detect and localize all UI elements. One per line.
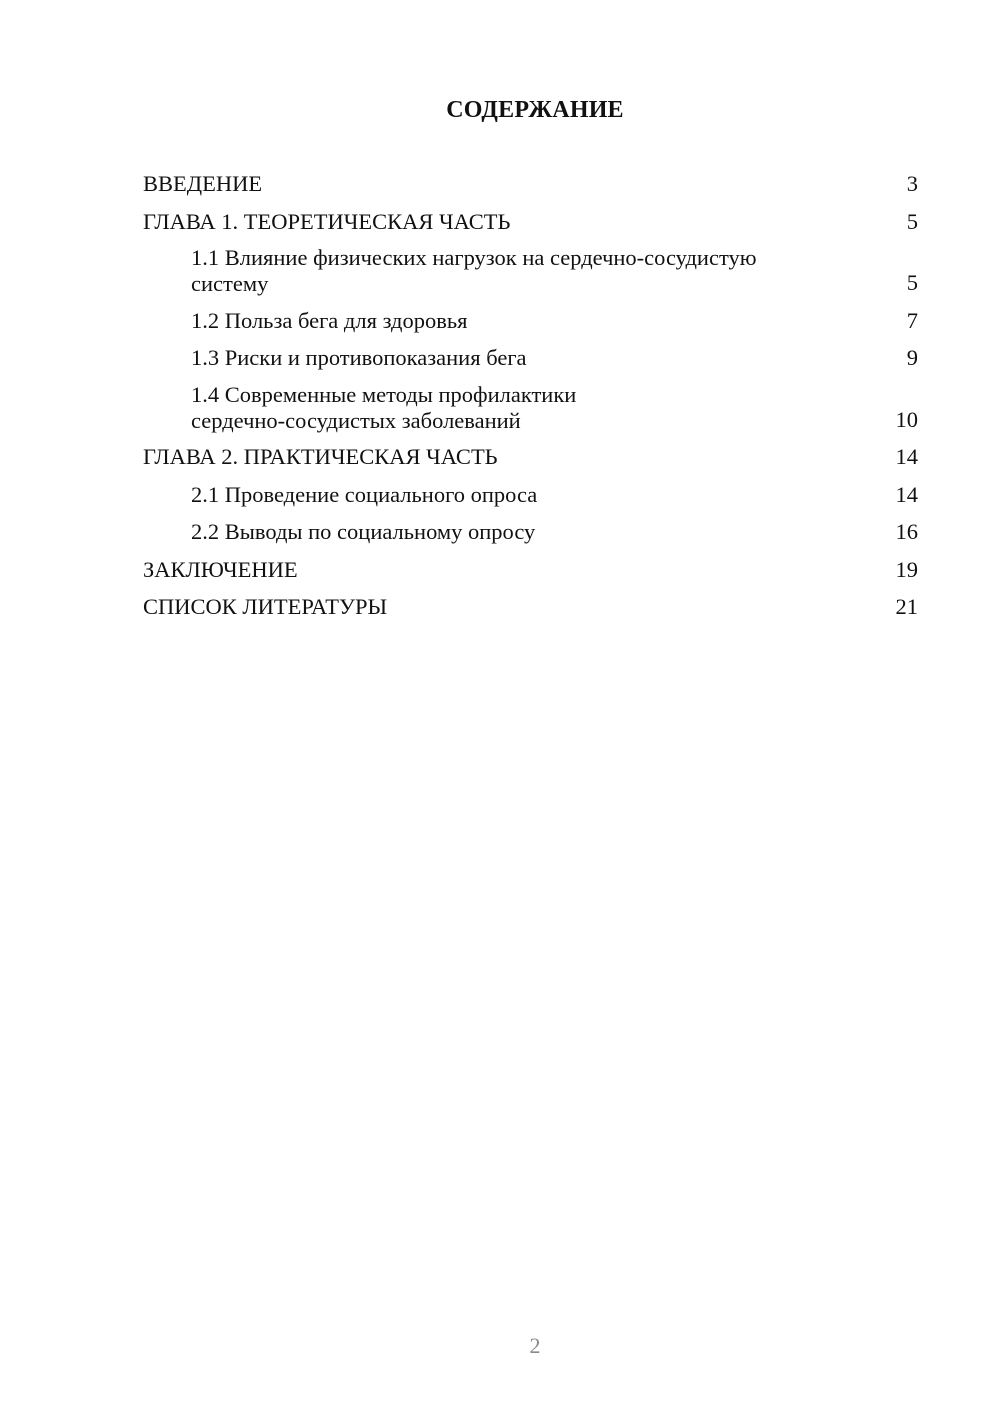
- toc-entry-page: 10: [895, 406, 918, 432]
- toc-entry-section-1-3[interactable]: [143, 344, 918, 372]
- toc-entry-section-1-2[interactable]: [143, 307, 918, 335]
- toc-entry-chapter-2[interactable]: [143, 443, 918, 471]
- toc-entry-label: 1.3 Риски и противопоказания бега: [191, 345, 527, 370]
- toc-entry-label: 1.1 Влияние физических нагрузок на сердечно-сосудистую систему: [191, 245, 757, 296]
- toc-entry-label: 1.4 Современные методы профилактики сердечно-сосудистых заболеваний: [191, 381, 577, 433]
- toc-entry-bibliography[interactable]: [143, 593, 918, 621]
- toc-entry-label: 2.2 Выводы по социальному опросу: [191, 519, 536, 544]
- toc-entry-page: 7: [906, 307, 918, 333]
- toc-entry-page: 3: [906, 171, 918, 196]
- toc-entry-page: 21: [895, 594, 918, 619]
- toc-entry-label: 1.2 Польза бега для здоровья: [191, 307, 468, 333]
- toc-entry-label: ВВЕДЕНИЕ: [143, 171, 263, 196]
- page-title: СОДЕРЖАНИЕ: [446, 97, 624, 123]
- toc-entry-page: 5: [906, 208, 918, 234]
- toc-entry-page: 9: [906, 345, 918, 370]
- table-of-contents: [143, 170, 918, 631]
- toc-entry-page: 16: [895, 519, 918, 544]
- toc-entry-label: ЗАКЛЮЧЕНИЕ: [143, 556, 298, 582]
- toc-entry-conclusion[interactable]: [143, 556, 918, 584]
- toc-entry-chapter-1[interactable]: [143, 208, 918, 236]
- toc-entry-page: 5: [906, 270, 918, 295]
- toc-entry-introduction[interactable]: [143, 170, 918, 198]
- toc-entry-label: ГЛАВА 1. ТЕОРЕТИЧЕСКАЯ ЧАСТЬ: [143, 208, 511, 234]
- toc-entry-page: 14: [895, 444, 918, 469]
- toc-entry-page: 19: [895, 556, 918, 582]
- toc-entry-label: СПИСОК ЛИТЕРАТУРЫ: [143, 594, 388, 619]
- toc-entry-section-1-1[interactable]: [143, 245, 918, 297]
- toc-entry-label: ГЛАВА 2. ПРАКТИЧЕСКАЯ ЧАСТЬ: [143, 444, 498, 469]
- toc-entry-section-1-4[interactable]: [143, 382, 918, 434]
- toc-entry-label: 2.1 Проведение социального опроса: [191, 481, 538, 507]
- toc-entry-section-2-2[interactable]: [143, 518, 918, 546]
- toc-entry-page: 14: [895, 481, 918, 507]
- toc-entry-section-2-1[interactable]: [143, 481, 918, 509]
- page-number: 2: [529, 1333, 541, 1358]
